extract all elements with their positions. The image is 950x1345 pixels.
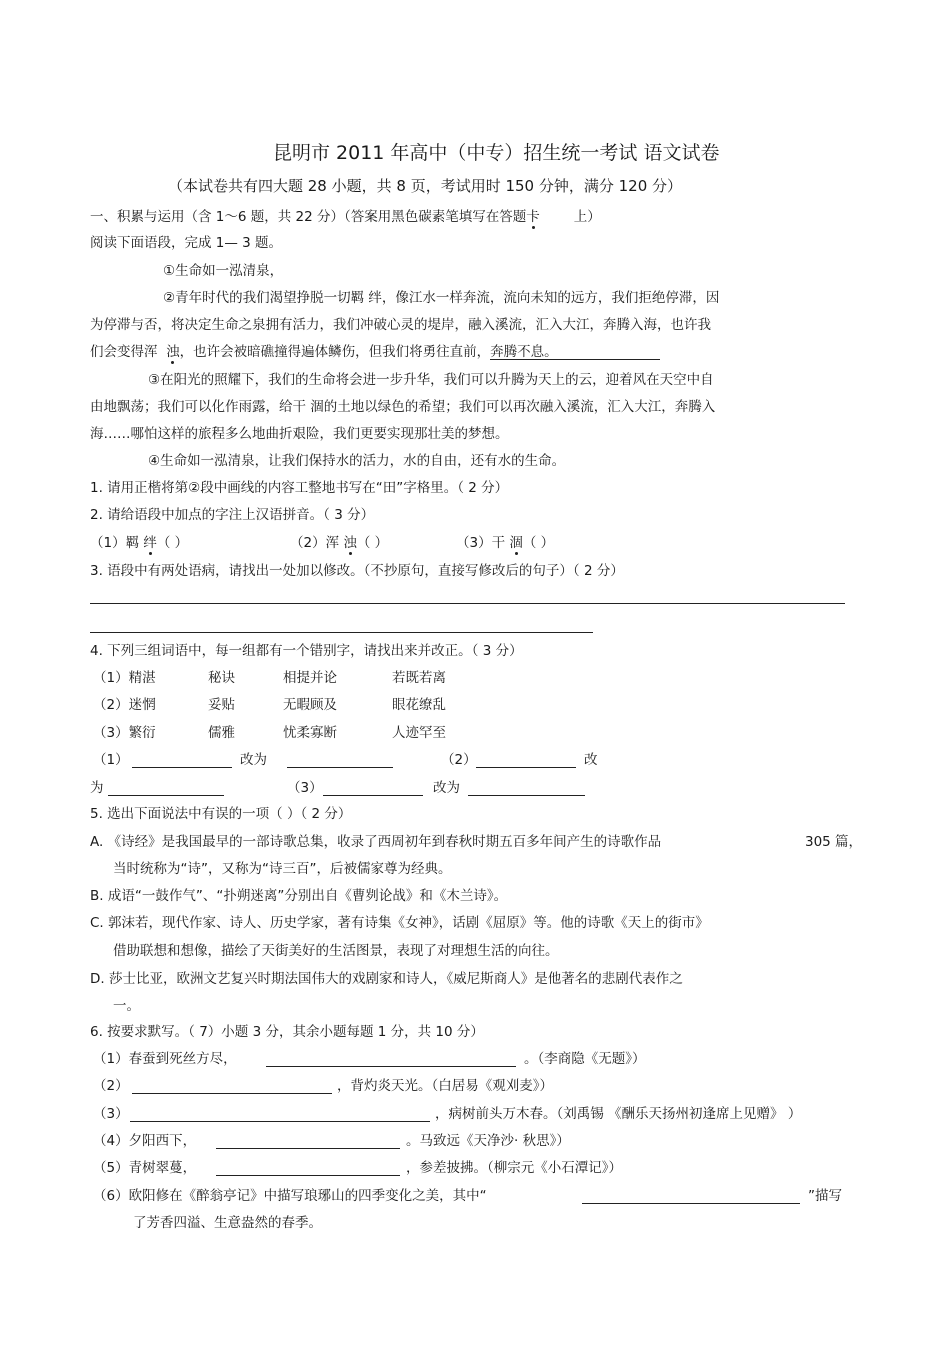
- question-2: 2. 请给语段中加点的字注上汉语拼音。（ 3 分）: [90, 507, 375, 523]
- exam-title: 昆明市 2011 年高中（中专）招生统一考试 语文试卷: [273, 142, 720, 164]
- question-3: 3. 语段中有两处语病，请找出一处加以修改。（不抄原句，直接写修改后的句子）（ 2 分）: [90, 563, 624, 579]
- question-6: 6. 按要求默写。（ 7）小题 3 分，其余小题每题 1 分，共 10 分）: [90, 1024, 484, 1040]
- answer-line[interactable]: [582, 1203, 800, 1204]
- section-intro: 阅读下面语段，完成 1— 3 题。: [90, 235, 283, 251]
- dictation-1-start: （1）春蚕到死丝方尽，: [93, 1051, 237, 1067]
- passage-para-4: ④生命如一泓清泉，让我们保持水的活力，水的自由，还有水的生命。: [148, 453, 566, 469]
- dotted-char: 浊: [343, 535, 357, 551]
- dotted-char: 绊: [143, 535, 157, 551]
- question-5: 5. 选出下面说法中有误的一项（ ）（ 2 分）: [90, 806, 352, 822]
- answer-line[interactable]: [323, 795, 423, 796]
- word-item: 妥贴: [208, 697, 235, 713]
- answer-line[interactable]: [90, 632, 593, 633]
- passage-para-2-line-2: 为停滞与否，将决定生命之泉拥有活力，我们冲破心灵的堤岸，融入溪流，汇入大江，奔腾入海，也许我: [90, 317, 711, 333]
- dotted-char: 涸: [509, 535, 523, 551]
- passage-para-3-line-3: 海……哪怕这样的旅程多么地曲折艰险，我们更要实现那壮美的梦想。: [90, 426, 509, 442]
- answer-blank[interactable]: （ ）: [522, 535, 555, 551]
- underline-mark: [490, 359, 660, 360]
- question-4: 4. 下列三组词语中，每一组都有一个错别字，请找出来并改正。（ 3 分）: [90, 643, 523, 659]
- answer-blank[interactable]: （ ）: [356, 535, 389, 551]
- word-item: 相提并论: [283, 670, 337, 686]
- dictation-4-end: 。马致远《天净沙· 秋思》）: [406, 1133, 570, 1149]
- word-item: 若既若离: [392, 670, 446, 686]
- option-d-line-2: 一。: [113, 998, 140, 1014]
- question-2-item-2: [290, 534, 388, 552]
- answer-label: 改为: [433, 780, 460, 796]
- passage-para-3-line-1: ③在阳光的照耀下，我们的生命将会进一步升华，我们可以升腾为天上的云，迎着风在天空中自: [148, 372, 714, 388]
- word-item: 人迹罕至: [392, 725, 446, 741]
- answer-line[interactable]: [468, 795, 585, 796]
- passage-text: ，也许会被暗礁撞得遍体鳞伤，但我们将勇往直前，奔腾不息。: [179, 344, 558, 360]
- dictation-6-start: （6）欧阳修在《醉翁亭记》中描写琅琊山的四季变化之美，其中“: [93, 1188, 487, 1204]
- option-a-line-2: 当时统称为“诗”，又称为“诗三百”，后被儒家尊为经典。: [113, 861, 452, 877]
- answer-line[interactable]: [132, 1093, 332, 1094]
- answer-line[interactable]: [476, 767, 576, 768]
- answer-line[interactable]: [130, 1121, 430, 1122]
- passage-para-1: ①生命如一泓清泉，: [163, 263, 284, 279]
- section-heading: [90, 208, 601, 226]
- dotted-char: 浊: [166, 344, 180, 360]
- option-c-line-1: C. 郭沫若，现代作家、诗人、历史学家，著有诗集《女神》，话剧《屈原》等。他的诗歌《天上的街市》: [90, 915, 709, 931]
- answer-label: 为: [90, 780, 104, 796]
- question-1: 1. 请用正楷将第②段中画线的内容工整地书写在“田”字格里。（ 2 分）: [90, 480, 509, 496]
- exam-subtitle: （本试卷共有四大题 28 小题，共 8 页，考试用时 150 分钟，满分 120 分）: [168, 177, 683, 195]
- answer-line[interactable]: [216, 1175, 400, 1176]
- word-item: 忧柔寡断: [283, 725, 337, 741]
- option-a-line-1: A. 《诗经》是我国最早的一部诗歌总集，收录了西周初年到春秋时期五百多年间产生的诗歌作品: [90, 834, 662, 850]
- word-item: 儒雅: [208, 725, 235, 741]
- answer-label: （3）: [287, 780, 323, 796]
- option-d-line-1: D. 莎士比亚，欧洲文艺复兴时期法国伟大的戏剧家和诗人，《威尼斯商人》是他著名的悲剧代表作之: [90, 971, 683, 987]
- passage-text: 们会变得浑: [90, 344, 158, 360]
- passage-para-2-line-3: [90, 343, 558, 361]
- answer-line[interactable]: [216, 1148, 400, 1149]
- item-text: （3）干: [456, 535, 506, 551]
- word-group-3-label: （3）繁衍: [93, 725, 156, 741]
- dictation-5-start: （5）青树翠蔓，: [93, 1160, 197, 1176]
- section-heading-end: 上）: [573, 209, 601, 225]
- answer-line[interactable]: [90, 603, 845, 604]
- answer-line[interactable]: [266, 1066, 516, 1067]
- question-2-item-1: [90, 534, 188, 552]
- dictation-4-start: （4）夕阳西下，: [93, 1133, 197, 1149]
- option-b: B. 成语“一鼓作气”、“扑朔迷离”分别出自《曹刿论战》和《木兰诗》。: [90, 888, 508, 904]
- dictation-6-line-2: 了芳香四溢、生意盎然的春季。: [133, 1215, 322, 1231]
- word-item: 秘诀: [208, 670, 235, 686]
- passage-para-3-line-2: 由地飘荡；我们可以化作雨露，给干 涸的土地以绿色的希望；我们可以再次融入溪流，汇入大江，奔腾入: [90, 399, 716, 415]
- word-group-1-label: （1）精湛: [93, 670, 156, 686]
- dictation-3-end: ，病树前头万木春。（刘禹锡 《酬乐天扬州初逢席上见赠》 ）: [435, 1106, 802, 1122]
- word-item: 眼花缭乱: [392, 697, 446, 713]
- item-text: （2）浑: [290, 535, 340, 551]
- answer-label: （1）: [93, 752, 129, 768]
- option-c-line-2: 借助联想和想像，描绘了天街美好的生活图景，表现了对理想生活的向往。: [113, 943, 559, 959]
- dictation-3-start: （3）: [93, 1106, 129, 1122]
- answer-line[interactable]: [287, 767, 393, 768]
- section-heading-text: 一、积累与运用（含 1～6 题，共 22 分）（答案用黑色碳素笔填写在答题: [90, 209, 527, 225]
- dictation-5-end: ，参差披拂。（柳宗元《小石潭记》）: [406, 1160, 622, 1176]
- answer-label: （2）: [441, 752, 477, 768]
- answer-blank[interactable]: （ ）: [156, 535, 189, 551]
- dotted-char: 卡: [526, 209, 540, 225]
- dictation-2-start: （2）: [93, 1078, 129, 1094]
- answer-label: 改: [584, 752, 598, 768]
- item-text: （1）羁: [90, 535, 140, 551]
- word-group-2-label: （2）迷惘: [93, 697, 156, 713]
- dictation-6-end: ”描写: [808, 1188, 842, 1204]
- passage-para-2-line-1: ②青年时代的我们渴望挣脱一切羁 绊，像江水一样奔流，流向未知的远方，我们拒绝停滞，因: [163, 290, 720, 306]
- word-item: 无暇顾及: [283, 697, 337, 713]
- answer-line[interactable]: [108, 795, 224, 796]
- answer-label: 改为: [240, 752, 267, 768]
- dictation-1-end: 。（李商隐《无题》）: [524, 1051, 646, 1067]
- answer-line[interactable]: [132, 767, 232, 768]
- question-2-item-3: [456, 534, 554, 552]
- option-a-count: 305 篇，: [805, 834, 863, 850]
- dictation-2-end: ，背灼炎天光。（白居易《观刈麦》）: [337, 1078, 553, 1094]
